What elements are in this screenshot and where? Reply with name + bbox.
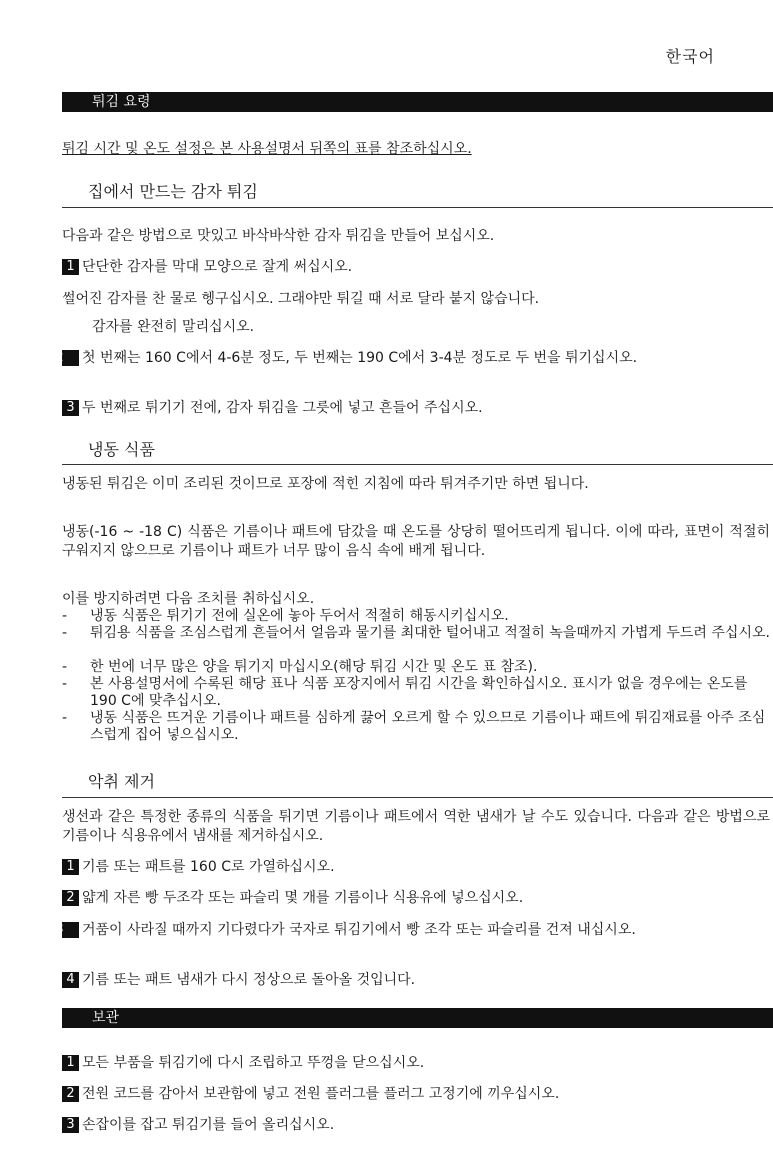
fries-intro: 다음과 같은 방법으로 맛있고 바삭바삭한 감자 튀김을 만들어 보십시오. [62,228,495,244]
step-number: 2 [62,1086,79,1102]
frozen-p2: 냉동(-16 ~ -18 C) 식품은 기름이나 패트에 담갔을 때 온도를 상당히 떨어뜨리게 됩니다. 이에 따라, 표면이 적절히 구워지지 않으므로 기름이나 패트가 너무 많이 음식 속에 배게 됩니다. [62,524,770,559]
step-number: 1 [62,259,79,275]
subheading-homemade-fries: 집에서 만드는 감자 튀김 [88,182,258,201]
language-label: 한국어 [665,47,715,66]
odor-intro: 생선과 같은 특정한 종류의 식품을 튀기면 기름이나 패트에서 역한 냄새가 날 수도 있습니다. 다음과 같은 방법으로 기름이나 식용유에서 냄새를 제거하십시오. [62,809,770,844]
step-number: 1 [62,859,79,875]
step-text: 거품이 사라질 때까지 기다렸다가 국자로 튀김기에서 빵 조각 또는 파슬리를 건져 내십시오. [82,922,636,938]
odor-step-4 [62,971,770,990]
frozen-bullet: - 튀김용 식품을 조심스럽게 흔들어서 얼음과 물기를 최대한 털어내고 적절히 녹을때까지 가볍게 두드려 주십시오. [62,625,770,641]
divider [62,207,773,208]
odor-step-1 [62,858,770,877]
fries-dry: 감자를 완전히 말리십시오. [92,319,255,335]
step-text: 첫 번째는 160 C에서 4-6분 정도, 두 번째는 190 C에서 3-4분 정도로 두 번을 튀기십시오. [82,350,638,366]
step-number: 4 [62,972,79,988]
subheading-odor-removal: 악취 제거 [88,772,155,791]
section-header-storage [62,1008,773,1028]
frozen-bullet: - 본 사용설명서에 수록된 해당 표나 식품 포장지에서 튀김 시간을 확인하십시오. 표시가 없을 경우에는 온도를 190 C에 맞추십시오. [62,676,748,709]
frozen-p1: 냉동된 튀김은 이미 조리된 것이므로 포장에 적힌 지침에 따라 튀겨주기만 하면 됩니다. [62,476,589,492]
divider [62,464,773,465]
step-number: 3 [62,922,79,938]
storage-step-3 [62,1116,770,1135]
frozen-bullet: - 냉동 식품은 뜨거운 기름이나 패트를 심하게 끓어 오르게 할 수 있으므로 기름이나 패트에 튀김재료를 아주 조심스럽게 집어 넣으십시오. [62,710,766,743]
step-text: 얇게 자른 빵 두조각 또는 파슬리 몇 개를 기름이나 식용유에 넣으십시오. [82,890,524,906]
odor-step-3 [55,921,773,940]
step-text: 두 번째로 튀기기 전에, 감자 튀김을 그릇에 넣고 흔들어 주십시오. [82,400,483,416]
storage-step-1 [62,1054,770,1073]
frozen-p3: 이를 방지하려면 다음 조치를 취하십시오. [62,591,315,607]
section-title: 튀김 요령 [92,94,151,110]
step-text: 모든 부품을 튀김기에 다시 조립하고 뚜껑을 닫으십시오. [82,1055,425,1071]
fries-rinse: 썰어진 감자를 찬 물로 헹구십시오. 그래야만 튀길 때 서로 달라 붙지 않습니다. [62,291,540,307]
storage-step-2 [62,1085,770,1104]
fries-step-2 [55,349,773,368]
odor-step-2 [62,889,770,908]
step-number: 3 [62,400,79,416]
frozen-bullet: - 한 번에 너무 많은 양을 튀기지 마십시오(해당 튀김 시간 및 온도 표 참조). [62,659,538,675]
fries-step-1 [62,258,770,277]
step-number: 2 [62,350,79,366]
step-number: 2 [62,890,79,906]
step-number: 1 [62,1055,79,1071]
fries-step-3 [62,399,770,418]
section-header-frying [62,92,773,112]
subheading-frozen-food: 냉동 식품 [88,440,155,459]
frozen-bullet: - 냉동 식품은 튀기기 전에 실온에 놓아 두어서 적절히 해동시키십시오. [62,608,509,624]
frying-reference-text: 튀김 시간 및 온도 설정은 본 사용설명서 뒤쪽의 표를 참조하십시오. [62,141,472,157]
step-text: 기름 또는 패트 냄새가 다시 정상으로 돌아올 것입니다. [82,972,416,988]
step-text: 단단한 감자를 막대 모양으로 잘게 써십시오. [82,259,353,275]
section-title: 보관 [92,1010,120,1026]
divider [62,797,773,798]
step-text: 전원 코드를 감아서 보관함에 넣고 전원 플러그를 플러그 고정기에 끼우십시오. [82,1086,560,1102]
step-text: 기름 또는 패트를 160 C로 가열하십시오. [82,859,335,875]
step-text: 손잡이를 잡고 튀김기를 들어 올리십시오. [82,1117,335,1133]
step-number: 3 [62,1117,79,1133]
